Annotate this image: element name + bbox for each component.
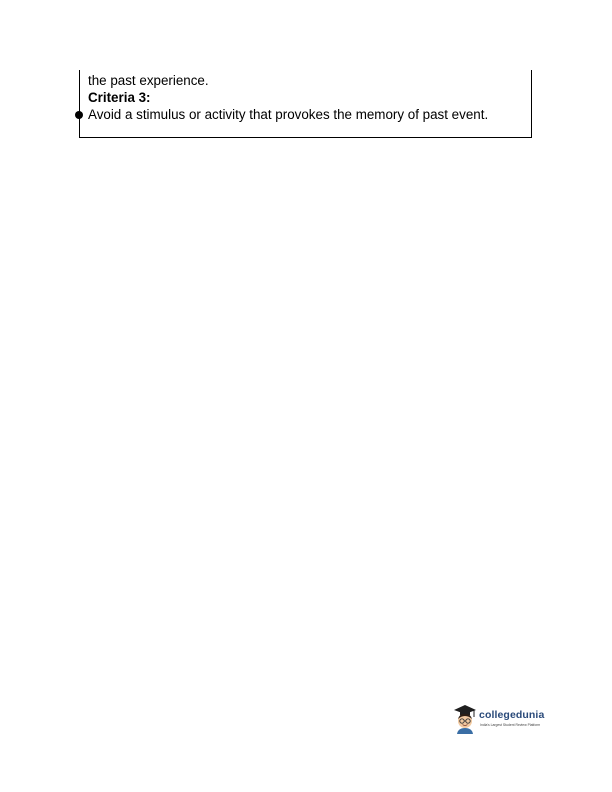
logo-wordmark: collegedunia <box>479 709 545 721</box>
bullet-icon <box>75 111 83 119</box>
student-mascot-icon <box>452 703 478 735</box>
content-box <box>79 70 532 138</box>
bullet-item: Avoid a stimulus or activity that provokes the memory of past event. <box>88 107 489 122</box>
logo-tagline: India's Largest Student Review Platform <box>480 723 541 727</box>
text-line: the past experience. <box>88 73 209 88</box>
criteria-heading: Criteria 3: <box>88 90 151 105</box>
collegedunia-logo <box>452 703 557 737</box>
